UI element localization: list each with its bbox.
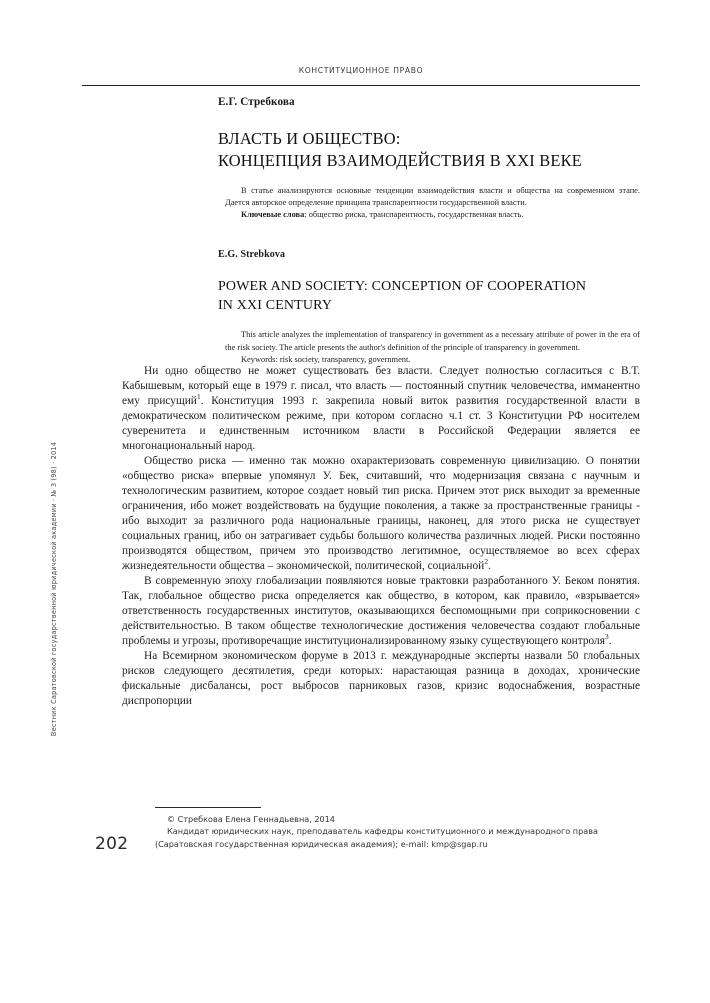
body-paragraph-2 (122, 454, 640, 574)
footnote-copyright: © Стребкова Елена Геннадьевна, 2014 (167, 814, 335, 824)
article-body (122, 364, 640, 709)
body-paragraph-1 (122, 364, 640, 454)
body-paragraph-3 (122, 574, 640, 649)
title-en-line-1: POWER AND SOCIETY: CONCEPTION OF COOPERATION (218, 279, 587, 295)
footnote-ref-1: 1 (196, 392, 201, 402)
article-title-en (218, 277, 640, 315)
article-title-ru (218, 128, 640, 172)
header-divider (82, 85, 640, 86)
title-ru-line-1: ВЛАСТЬ И ОБЩЕСТВО: (218, 129, 401, 148)
footnote-affiliation-line-2: (Саратовская государственная юридическая академия); e-mail: kmp@sgap.ru (155, 838, 488, 849)
footnote-ref-3: 3 (604, 632, 609, 642)
body-p1-part-a: Ни одно общество не может существовать без власти. Следует полностью согласиться с В.Т. Кабышевым, который еще в 1979 г. писал, что власть — постоянный спутник человечества, имманентно ему присущий (122, 365, 640, 408)
footnote-affiliation-line-1: Кандидат юридических наук, преподаватель кафедры конституционного и международного права (167, 826, 598, 837)
body-p3-part-b: . (608, 635, 612, 648)
title-ru-line-2: КОНЦЕПЦИЯ ВЗАИМОДЕЙСТВИЯ В XXI ВЕКЕ (218, 150, 582, 170)
abstract-ru-text: В статье анализируются основные тенденции взаимодействия власти и общества на современном этапе. Дается авторское определение принципа транспарентности государственной власти. (225, 185, 640, 207)
body-p2-part-b: . (488, 560, 491, 573)
body-p2-part-a: Общество риска — именно так можно охарактеризовать современную цивилизацию. О понятии «общество риска» впервые упомянул У. Бек, считавший, что модернизация связана с научным и технологическим развитием, которое создает новый тип риска. Причем этот риск выходит за временные ограничения, ибо может воздействовать на будущие поколения, а также за пространственные границы - ибо выходит за различного рода национальные границы, наконец, для этого риска не существует социальных границ, ибо он затрагивает судьбы большого количества различных людей. Риски постоянно производятся обществом, причем это производство легитимное, осуществляемое во всех сферах жизнедеятельности общества – экономической, политической, социальной (122, 455, 640, 573)
footnote-ref-2: 2 (484, 557, 489, 567)
abstract-en (225, 329, 640, 366)
title-en-line-2: IN XXI CENTURY (218, 298, 333, 314)
page-number: 202 (95, 834, 129, 854)
keywords-en-label: Keywords (241, 354, 276, 364)
keywords-en-list: : risk society, transparency, government. (275, 354, 411, 364)
side-journal-info: Вестник Саратовской государственной юридической академии · № 3 (98) · 2014 (50, 441, 58, 737)
keywords-ru-list: : общество риска, транспарентность, государственная власть. (304, 210, 524, 220)
keywords-ru (225, 209, 640, 221)
body-p3-part-a: В современную эпоху глобализации появляются новые трактовки разработанного У. Беком понятия. Так, глобальное общество риска определяется как общество, в котором, как правило, «взрывается» ответственность государственных институтов, оказывающихся беспомощными при соприкосновении с действительностью. В таком обществе технологические достижения человечества создают глобальные проблемы и угрозы, противоречащие институционализированному языку существующего контроля (122, 575, 640, 648)
footnote-divider (155, 807, 261, 808)
running-head: КОНСТИТУЦИОННОЕ ПРАВО (298, 66, 424, 75)
footnote-block (155, 813, 640, 850)
article-front-matter (122, 96, 640, 366)
body-p1-part-b: . Конституция 1993 г. закрепила новый виток развития государственной власти в демократическом политическом режиме, при котором согласно ч.1 ст. 3 Конституции РФ носителем суверенитета и единственным источником власти в Российской Федерации является ее многонациональный народ. (122, 395, 640, 453)
author-name-ru: Е.Г. Стребкова (218, 96, 295, 108)
abstract-en-text: This article analyzes the implementation of transparency in government as a necessary attribute of power in the era of the risk society. The article presents the author's definition of the principle of transparency in government. (225, 330, 640, 352)
keywords-ru-label: Ключевые слова (241, 210, 305, 220)
abstract-ru (225, 185, 640, 222)
body-paragraph-4: На Всемирном экономическом форуме в 2013 г. международные эксперты назвали 50 глобальных рисков следующего десятилетия, среди которых: нарастающая разница в доходах, хронические фискальные дисбалансы, рост выбросов парниковых газов, кризис водоснабжения, возрастные диспропорции (122, 650, 640, 708)
author-name-en: E.G. Strebkova (218, 249, 286, 261)
